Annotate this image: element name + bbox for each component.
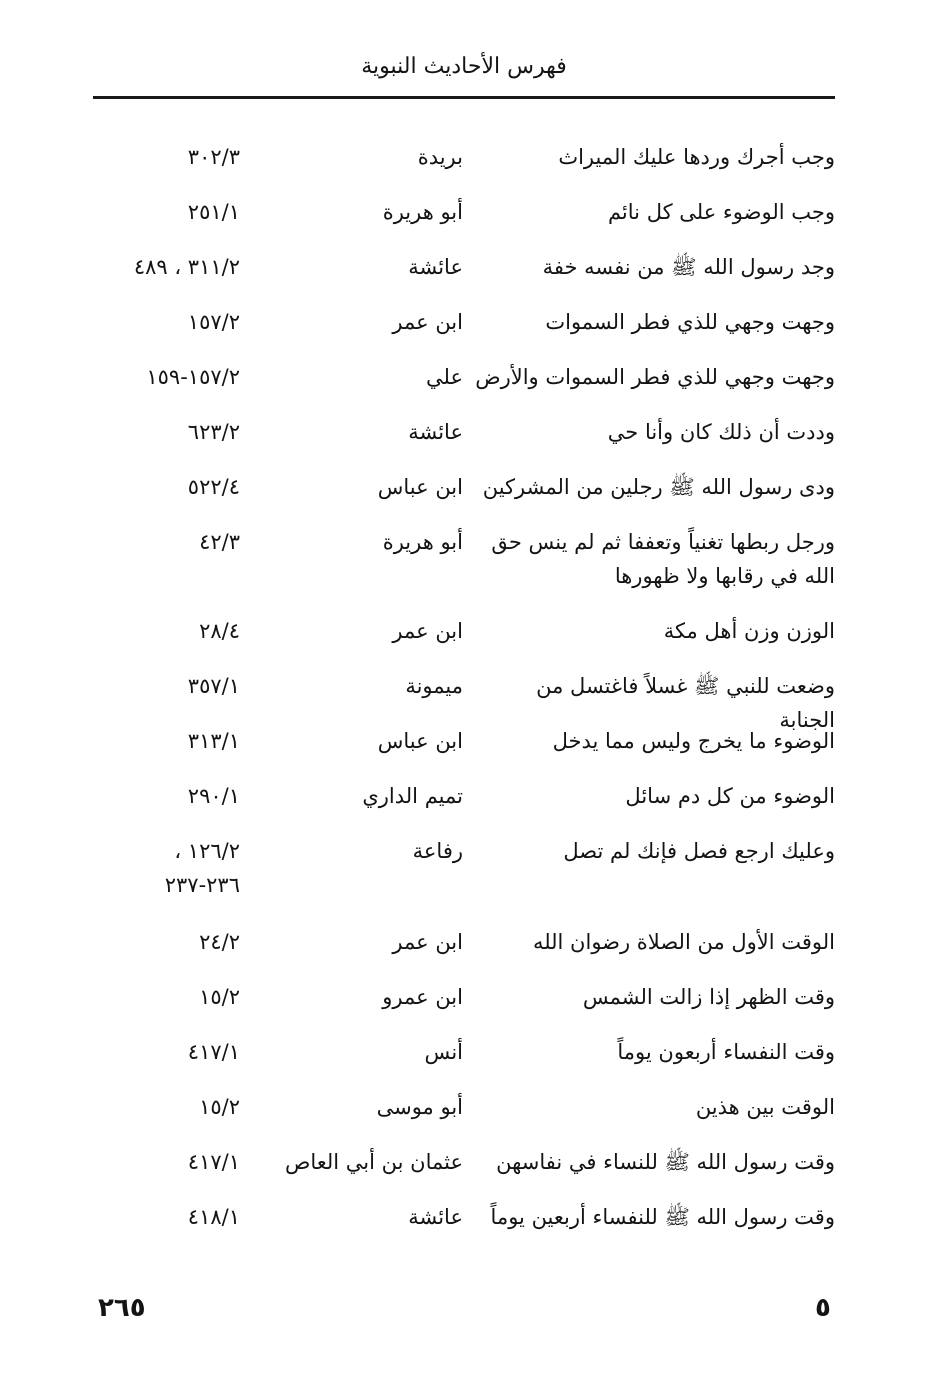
volume-page-ref: ١٥٧/٢-١٥٩ (146, 365, 240, 389)
volume-page-ref: ٥٢٢/٤ (187, 475, 240, 499)
narrator: عائشة (408, 255, 463, 279)
volume-page-ref: ٢٥١/١ (187, 200, 240, 224)
hadith-text: وقت رسول الله ﷺ للنساء في نفاسهن (496, 1150, 835, 1174)
hadith-text: الوضوء ما يخرج وليس مما يدخل (552, 729, 835, 753)
volume-page-ref: ٢٤/٢ (199, 930, 240, 954)
volume-page-ref: ٤١٧/١ (187, 1040, 240, 1064)
narrator: عائشة (408, 420, 463, 444)
hadith-text: وعليك ارجع فصل فإنك لم تصل (563, 839, 835, 863)
hadith-text: وقت النفساء أربعون يوماً (617, 1040, 835, 1064)
narrator: علي (426, 365, 463, 389)
page-title: فهرس الأحاديث النبوية (361, 54, 567, 79)
volume-page-ref: ٢٩٠/١ (187, 784, 240, 808)
narrator: أبو موسى (376, 1095, 463, 1119)
narrator: ابن عباس (377, 729, 463, 753)
volume-page-ref: ١٥/٢ (199, 1095, 240, 1119)
hadith-text: وضعت للنبي ﷺ غسلاً فاغتسل من الجنابة (536, 674, 835, 732)
volume-page-ref: ٣١١/٢ ، ٤٨٩ (133, 255, 240, 279)
hadith-text: وددت أن ذلك كان وأنا حي (607, 420, 835, 444)
volume-page-ref: ٤٢/٣ (199, 530, 240, 554)
hadith-text: وجب أجرك وردها عليك الميراث (558, 145, 835, 169)
narrator: أنس (424, 1040, 463, 1064)
narrator: ميمونة (405, 674, 463, 698)
page-number: ٢٦٥ (98, 1293, 146, 1323)
narrator: أبو هريرة (382, 530, 463, 554)
hadith-text: وجهت وجهي للذي فطر السموات والأرض (475, 365, 835, 389)
hadith-text: ورجل ربطها تغنياً وتعففا ثم لم ينس حق الله في رقابها ولا ظهورها (491, 530, 835, 588)
signature-mark: ٥ (815, 1293, 831, 1323)
narrator: أبو هريرة (382, 200, 463, 224)
narrator: ابن عمر (392, 310, 463, 334)
volume-page-ref: ٦٢٣/٢ (187, 420, 240, 444)
narrator: رفاعة (412, 839, 463, 863)
hadith-text: ودى رسول الله ﷺ رجلين من المشركين (482, 475, 835, 499)
narrator: ابن عمر (392, 930, 463, 954)
volume-page-ref: ٣١٣/١ (187, 729, 240, 753)
hadith-text: وقت الظهر إذا زالت الشمس (582, 985, 835, 1009)
hadith-text: وجد رسول الله ﷺ من نفسه خفة (542, 255, 835, 279)
narrator: تميم الداري (362, 784, 463, 808)
volume-page-ref: ١٥٧/٢ (187, 310, 240, 334)
volume-page-ref: ٣٥٧/١ (187, 674, 240, 698)
hadith-text: الوقت الأول من الصلاة رضوان الله (532, 930, 835, 954)
narrator: ابن عمر (392, 619, 463, 643)
narrator: عائشة (408, 1205, 463, 1229)
volume-page-ref: ٣٠٢/٣ (187, 145, 240, 169)
hadith-text: الوزن وزن أهل مكة (663, 619, 835, 643)
narrator: بريدة (417, 145, 463, 169)
narrator: ابن عباس (377, 475, 463, 499)
volume-page-ref: ٤١٧/١ (187, 1150, 240, 1174)
volume-page-ref: ١٢٦/٢ ، ٢٣٦-٢٣٧ (164, 839, 240, 897)
header-divider (93, 96, 835, 99)
hadith-text: وجهت وجهي للذي فطر السموات (545, 310, 835, 334)
hadith-text: وجب الوضوء على كل نائم (607, 200, 835, 224)
volume-page-ref: ٢٨/٤ (199, 619, 240, 643)
hadith-text: وقت رسول الله ﷺ للنفساء أربعين يوماً (490, 1205, 835, 1229)
narrator: عثمان بن أبي العاص (284, 1150, 463, 1174)
volume-page-ref: ١٥/٢ (199, 985, 240, 1009)
hadith-text: الوضوء من كل دم سائل (625, 784, 835, 808)
volume-page-ref: ٤١٨/١ (187, 1205, 240, 1229)
narrator: ابن عمرو (382, 985, 463, 1009)
hadith-text: الوقت بين هذين (695, 1095, 835, 1119)
